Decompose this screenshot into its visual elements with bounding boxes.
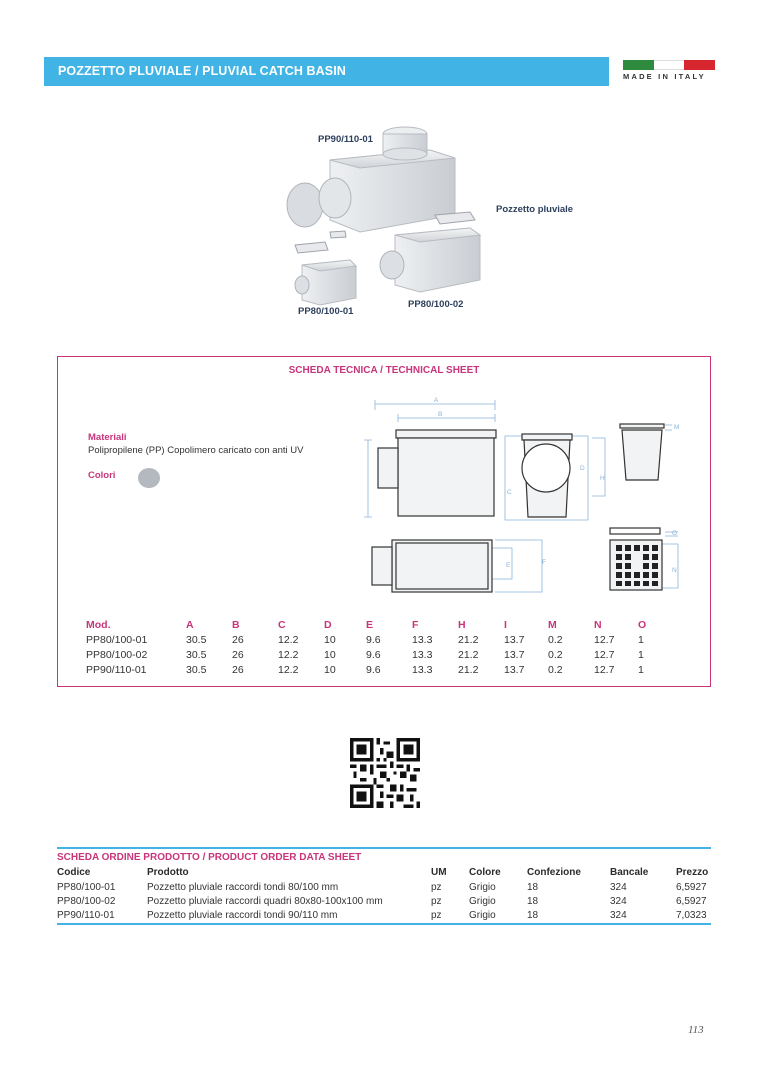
dim-col-d: D <box>324 618 332 631</box>
order-col-bancale: Bancale <box>610 867 649 878</box>
dim-cell: 21.2 <box>458 633 479 646</box>
italy-flag-icon <box>623 60 715 70</box>
dim-cell: PP90/110-01 <box>86 663 147 676</box>
dim-cell: 12.7 <box>594 663 615 676</box>
dim-cell: 12.2 <box>278 648 299 661</box>
drawing-letter-d: D <box>580 465 585 472</box>
order-cell: 18 <box>527 881 539 893</box>
order-cell: 18 <box>527 895 539 907</box>
dim-cell: 13.3 <box>412 648 433 661</box>
dim-cell: 10 <box>324 648 336 661</box>
dim-cell: 13.3 <box>412 633 433 646</box>
dim-cell: 12.7 <box>594 648 615 661</box>
dim-col-o: O <box>638 618 647 631</box>
dim-cell: 13.7 <box>504 663 525 676</box>
table-row <box>86 662 658 677</box>
materials-label: Materiali <box>88 432 127 443</box>
order-sheet-title: SCHEDA ORDINE PRODOTTO / PRODUCT ORDER DATA SHEET <box>57 852 362 863</box>
product-side-label: Pozzetto pluviale <box>496 204 574 215</box>
order-cell: 324 <box>610 881 627 893</box>
technical-sheet-title: SCHEDA TECNICA / TECHNICAL SHEET <box>288 365 480 376</box>
drawing-letter-c: C <box>507 489 512 496</box>
technical-drawings <box>360 392 690 602</box>
made-in-italy-label: MADE IN ITALY <box>623 72 706 81</box>
page-title-bar <box>44 57 609 86</box>
dim-cell: PP80/100-02 <box>86 648 148 661</box>
dim-cell: 26 <box>232 663 244 676</box>
dim-col-b: B <box>232 618 240 631</box>
dim-cell: 13.7 <box>504 633 525 646</box>
order-cell: pz <box>431 909 442 921</box>
drawing-letter-n: N <box>672 567 677 574</box>
order-header-row <box>57 865 711 880</box>
page-title: POZZETTO PLUVIALE / PLUVIAL CATCH BASIN <box>58 64 346 78</box>
drawing-letter-a: A <box>434 397 439 404</box>
order-sheet-bottom-rule <box>57 923 711 925</box>
order-cell: 324 <box>610 895 627 907</box>
dim-cell: 21.2 <box>458 663 479 676</box>
drawing-letter-m: M <box>674 424 680 431</box>
order-cell: PP80/100-01 <box>57 881 116 893</box>
order-col-colore: Colore <box>469 867 501 878</box>
order-cell: pz <box>431 895 442 907</box>
dim-cell: 0.2 <box>548 663 563 676</box>
dim-cell: 12.2 <box>278 663 299 676</box>
table-row <box>86 647 658 662</box>
dim-cell: 12.2 <box>278 633 299 646</box>
dim-cell: 10 <box>324 663 336 676</box>
dim-cell: 26 <box>232 633 244 646</box>
order-col-codice: Codice <box>57 867 91 878</box>
order-cell: 7,0323 <box>676 909 707 921</box>
order-table <box>57 865 711 922</box>
dim-col-h: H <box>458 618 466 631</box>
order-cell: PP80/100-02 <box>57 895 116 907</box>
table-row <box>57 880 711 894</box>
dim-cell: 30.5 <box>186 648 207 661</box>
dimensions-table <box>86 617 658 677</box>
dim-cell: 0.2 <box>548 633 563 646</box>
dim-cell: PP80/100-01 <box>86 633 148 646</box>
drawing-letter-o: O <box>672 530 678 537</box>
order-cell: Grigio <box>469 895 496 907</box>
order-cell: Grigio <box>469 881 496 893</box>
order-cell: 6,5927 <box>676 881 707 893</box>
qr-code[interactable] <box>350 738 420 808</box>
order-sheet <box>57 847 711 925</box>
order-cell: Pozzetto pluviale raccordi tondi 80/100 mm <box>147 881 339 893</box>
dim-cell: 13.3 <box>412 663 433 676</box>
dim-col-f: F <box>412 618 419 631</box>
dim-col-i: I <box>504 618 507 631</box>
dim-cell: 0.2 <box>548 648 563 661</box>
dim-col-c: C <box>278 618 286 631</box>
product-label-pp80-01: PP80/100-01 <box>298 306 354 317</box>
dim-col-a: A <box>186 618 194 631</box>
dim-cell: 1 <box>638 633 644 646</box>
table-row <box>57 908 711 922</box>
dim-cell: 30.5 <box>186 663 207 676</box>
order-cell: 324 <box>610 909 627 921</box>
order-cell: 18 <box>527 909 539 921</box>
table-row <box>57 894 711 908</box>
dim-cell: 21.2 <box>458 648 479 661</box>
dim-cell: 30.5 <box>186 633 207 646</box>
order-cell: PP90/110-01 <box>57 909 115 921</box>
table-row <box>86 632 658 647</box>
drawing-letter-e: E <box>506 562 511 569</box>
dim-cell: 26 <box>232 648 244 661</box>
dim-cell: 10 <box>324 633 336 646</box>
drawing-letter-b: B <box>438 411 443 418</box>
materials-value: Polipropilene (PP) Copolimero caricato con anti UV <box>88 445 304 456</box>
dim-cell: 9.6 <box>366 648 381 661</box>
dim-cell: 9.6 <box>366 663 381 676</box>
order-col-confezione: Confezione <box>527 867 581 878</box>
dim-cell: 1 <box>638 648 644 661</box>
dim-col-mod: Mod. <box>86 618 111 631</box>
product-photo <box>280 120 500 310</box>
page-number: 113 <box>688 1024 704 1036</box>
order-sheet-top-rule <box>57 847 711 849</box>
dim-col-m: M <box>548 618 557 631</box>
colors-label: Colori <box>88 470 116 481</box>
order-cell: 6,5927 <box>676 895 707 907</box>
order-col-um: UM <box>431 867 447 878</box>
order-cell: Pozzetto pluviale raccordi quadri 80x80-100x100 mm <box>147 895 383 907</box>
dimensions-header-row <box>86 617 658 632</box>
drawing-letter-f: F <box>542 559 546 566</box>
order-cell: pz <box>431 881 442 893</box>
order-cell: Pozzetto pluviale raccordi tondi 90/110 mm <box>147 909 338 921</box>
drawing-letter-h: H <box>600 475 605 482</box>
color-swatch-grey <box>138 468 160 488</box>
product-label-pp80-02: PP80/100-02 <box>408 299 464 310</box>
dim-cell: 12.7 <box>594 633 615 646</box>
order-col-prodotto: Prodotto <box>147 867 189 878</box>
dim-col-e: E <box>366 618 374 631</box>
dim-cell: 13.7 <box>504 648 525 661</box>
dim-cell: 1 <box>638 663 644 676</box>
order-cell: Grigio <box>469 909 496 921</box>
dim-col-n: N <box>594 618 602 631</box>
dim-cell: 9.6 <box>366 633 381 646</box>
product-label-pp90: PP90/110-01 <box>318 134 373 145</box>
order-col-prezzo: Prezzo <box>676 867 709 878</box>
